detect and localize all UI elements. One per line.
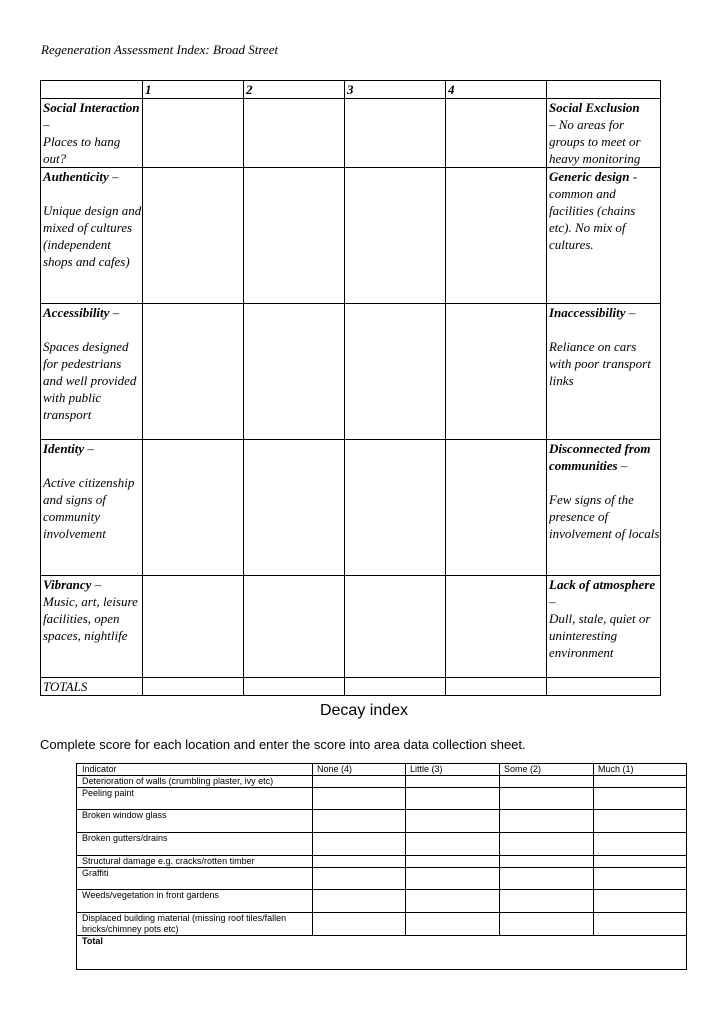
decay-instruction: Complete score for each location and enter the score into area data collection sheet.	[40, 737, 526, 752]
rating-none[interactable]	[313, 856, 406, 868]
indicator-label: Structural damage e.g. cracks/rotten timber	[77, 856, 313, 868]
rating-much[interactable]	[594, 776, 687, 788]
header-little: Little (3)	[406, 764, 500, 776]
score-cell-4[interactable]	[446, 576, 547, 678]
score-header-4: 4	[446, 81, 547, 99]
header-some: Some (2)	[500, 764, 594, 776]
rating-some[interactable]	[500, 776, 594, 788]
score-header-row	[41, 81, 661, 99]
positive-criterion: Authenticity – Unique design and mixed of cultures (independent shops and cafes)	[41, 168, 143, 304]
criteria-row-identity	[41, 440, 661, 576]
score-cell-3[interactable]	[345, 440, 446, 576]
criteria-row-vibrancy	[41, 576, 661, 678]
total-cell-1[interactable]	[143, 678, 244, 696]
rating-some[interactable]	[500, 810, 594, 833]
score-cell-2[interactable]	[244, 304, 345, 440]
rating-much[interactable]	[594, 890, 687, 913]
total-cell-blank	[547, 678, 661, 696]
decay-row	[77, 810, 687, 833]
score-cell-2[interactable]	[244, 99, 345, 168]
rating-little[interactable]	[406, 810, 500, 833]
score-cell-2[interactable]	[244, 168, 345, 304]
totals-row	[41, 678, 661, 696]
total-cell-2[interactable]	[244, 678, 345, 696]
rating-none[interactable]	[313, 913, 406, 936]
decay-header-row	[77, 764, 687, 776]
rating-some[interactable]	[500, 913, 594, 936]
rating-none[interactable]	[313, 810, 406, 833]
indicator-label: Displaced building material (missing roof tiles/fallen bricks/chimney pots etc)	[77, 913, 313, 936]
score-cell-3[interactable]	[345, 576, 446, 678]
header-blank-cell	[547, 81, 661, 99]
positive-criterion: Accessibility – Spaces designed for pedestrians and well provided with public transport	[41, 304, 143, 440]
indicator-label: Weeds/vegetation in front gardens	[77, 890, 313, 913]
rating-much[interactable]	[594, 788, 687, 810]
positive-criterion: Identity – Active citizenship and signs of community involvement	[41, 440, 143, 576]
decay-total-row	[77, 936, 687, 970]
score-header-2: 2	[244, 81, 345, 99]
header-blank-cell	[41, 81, 143, 99]
rating-some[interactable]	[500, 890, 594, 913]
rating-much[interactable]	[594, 810, 687, 833]
score-header-1: 1	[143, 81, 244, 99]
rating-little[interactable]	[406, 856, 500, 868]
indicator-label: Broken window glass	[77, 810, 313, 833]
decay-index-table	[76, 763, 687, 970]
decay-index-title: Decay index	[319, 702, 409, 719]
decay-row	[77, 833, 687, 856]
header-none: None (4)	[313, 764, 406, 776]
decay-row	[77, 868, 687, 890]
score-cell-1[interactable]	[143, 576, 244, 678]
negative-criterion: Generic design - common and facilities (chains etc). No mix of cultures.	[547, 168, 661, 304]
score-cell-3[interactable]	[345, 99, 446, 168]
negative-criterion: Social Exclusion – No areas for groups to meet or heavy monitoring	[547, 99, 661, 168]
score-cell-4[interactable]	[446, 99, 547, 168]
header-much: Much (1)	[594, 764, 687, 776]
rating-none[interactable]	[313, 788, 406, 810]
rating-much[interactable]	[594, 913, 687, 936]
rating-little[interactable]	[406, 788, 500, 810]
rating-much[interactable]	[594, 868, 687, 890]
decay-row	[77, 788, 687, 810]
document-title: Regeneration Assessment Index: Broad Street	[41, 42, 279, 57]
decay-row	[77, 776, 687, 788]
score-header-3: 3	[345, 81, 446, 99]
score-cell-1[interactable]	[143, 99, 244, 168]
rating-none[interactable]	[313, 868, 406, 890]
rating-some[interactable]	[500, 856, 594, 868]
rating-none[interactable]	[313, 776, 406, 788]
totals-label: TOTALS	[41, 678, 143, 696]
negative-criterion: Disconnected from communities – Few signs of the presence of involvement of locals	[547, 440, 661, 576]
score-cell-4[interactable]	[446, 304, 547, 440]
rating-little[interactable]	[406, 868, 500, 890]
rating-little[interactable]	[406, 833, 500, 856]
criteria-row-accessibility	[41, 304, 661, 440]
decay-row	[77, 913, 687, 936]
header-indicator: Indicator	[77, 764, 313, 776]
positive-criterion: Social Interaction – Places to hang out?	[41, 99, 143, 168]
score-cell-2[interactable]	[244, 440, 345, 576]
criteria-row-authenticity	[41, 168, 661, 304]
decay-row	[77, 856, 687, 868]
score-cell-1[interactable]	[143, 440, 244, 576]
score-cell-1[interactable]	[143, 168, 244, 304]
rating-little[interactable]	[406, 776, 500, 788]
negative-criterion: Inaccessibility – Reliance on cars with poor transport links	[547, 304, 661, 440]
indicator-label: Graffiti	[77, 868, 313, 890]
rating-none[interactable]	[313, 890, 406, 913]
indicator-label: Deterioration of walls (crumbling plaster, ivy etc)	[77, 776, 313, 788]
score-cell-2[interactable]	[244, 576, 345, 678]
rating-some[interactable]	[500, 788, 594, 810]
rating-little[interactable]	[406, 913, 500, 936]
positive-criterion: Vibrancy – Music, art, leisure facilities, open spaces, nightlife	[41, 576, 143, 678]
score-cell-1[interactable]	[143, 304, 244, 440]
regeneration-table	[40, 80, 661, 696]
rating-much[interactable]	[594, 833, 687, 856]
indicator-label: Broken gutters/drains	[77, 833, 313, 856]
score-cell-3[interactable]	[345, 168, 446, 304]
decay-row	[77, 890, 687, 913]
total-cell-3[interactable]	[345, 678, 446, 696]
rating-none[interactable]	[313, 833, 406, 856]
total-label: Total	[77, 936, 687, 970]
negative-criterion: Lack of atmosphere – Dull, stale, quiet or uninteresting environment	[547, 576, 661, 678]
rating-some[interactable]	[500, 868, 594, 890]
score-cell-4[interactable]	[446, 440, 547, 576]
rating-some[interactable]	[500, 833, 594, 856]
rating-little[interactable]	[406, 890, 500, 913]
score-cell-3[interactable]	[345, 304, 446, 440]
criteria-row-social	[41, 99, 661, 168]
indicator-label: Peeling paint	[77, 788, 313, 810]
total-cell-4[interactable]	[446, 678, 547, 696]
score-cell-4[interactable]	[446, 168, 547, 304]
rating-much[interactable]	[594, 856, 687, 868]
